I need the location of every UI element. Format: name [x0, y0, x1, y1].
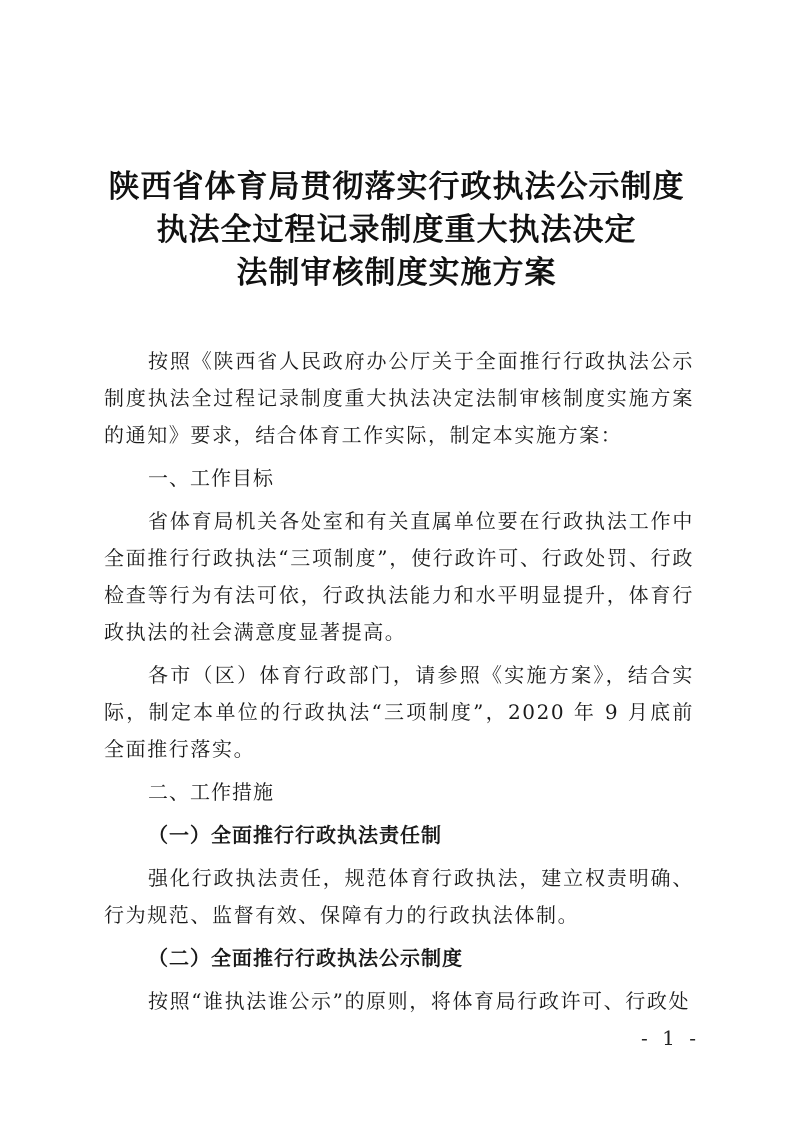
document-body: [104, 343, 694, 1026]
section-1-paragraph-1: 省体育局机关各处室和有关直属单位要在行政执法工作中全面推行行政执法“三项制度”，使行政许可、行政处罚、行政检查等行为有法可依，行政执法能力和水平明显提升，体育行政执法的社会满意度显著提高。: [104, 509, 694, 644]
intro-paragraph: 按照《陕西省人民政府办公厅关于全面推行行政执法公示制度执法全过程记录制度重大执法决定法制审核制度实施方案的通知》要求，结合体育工作实际，制定本实施方案：: [104, 349, 694, 447]
section-1-paragraph-2: 各市（区）体育行政部门，请参照《实施方案》，结合实际，制定本单位的行政执法“三项制度”，2020 年 9 月底前全面推行落实。: [104, 663, 694, 761]
subsection-1-heading: （一）全面推行行政执法责任制: [148, 823, 442, 847]
title-line-2: 执法全过程记录制度重大执法决定: [156, 212, 637, 248]
title-line-3: 法制审核制度实施方案: [236, 255, 557, 291]
section-2-heading: 二、工作措施: [148, 780, 274, 804]
subsection-2-heading: （二）全面推行行政执法公示制度: [148, 946, 463, 970]
section-1-heading: 一、工作目标: [148, 466, 274, 490]
title-line-1: 陕西省体育局贯彻落实行政执法公示制度: [108, 169, 685, 205]
subsection-1-paragraph: 强化行政执法责任，规范体育行政执法，建立权责明确、行为规范、监督有效、保障有力的行政执法体制。: [104, 866, 694, 927]
document-title: [0, 166, 793, 295]
subsection-2-paragraph: 按照“谁执法谁公示”的原则，将体育局行政许可、行政处: [148, 989, 691, 1013]
page-number: - 1 -: [641, 1026, 700, 1050]
